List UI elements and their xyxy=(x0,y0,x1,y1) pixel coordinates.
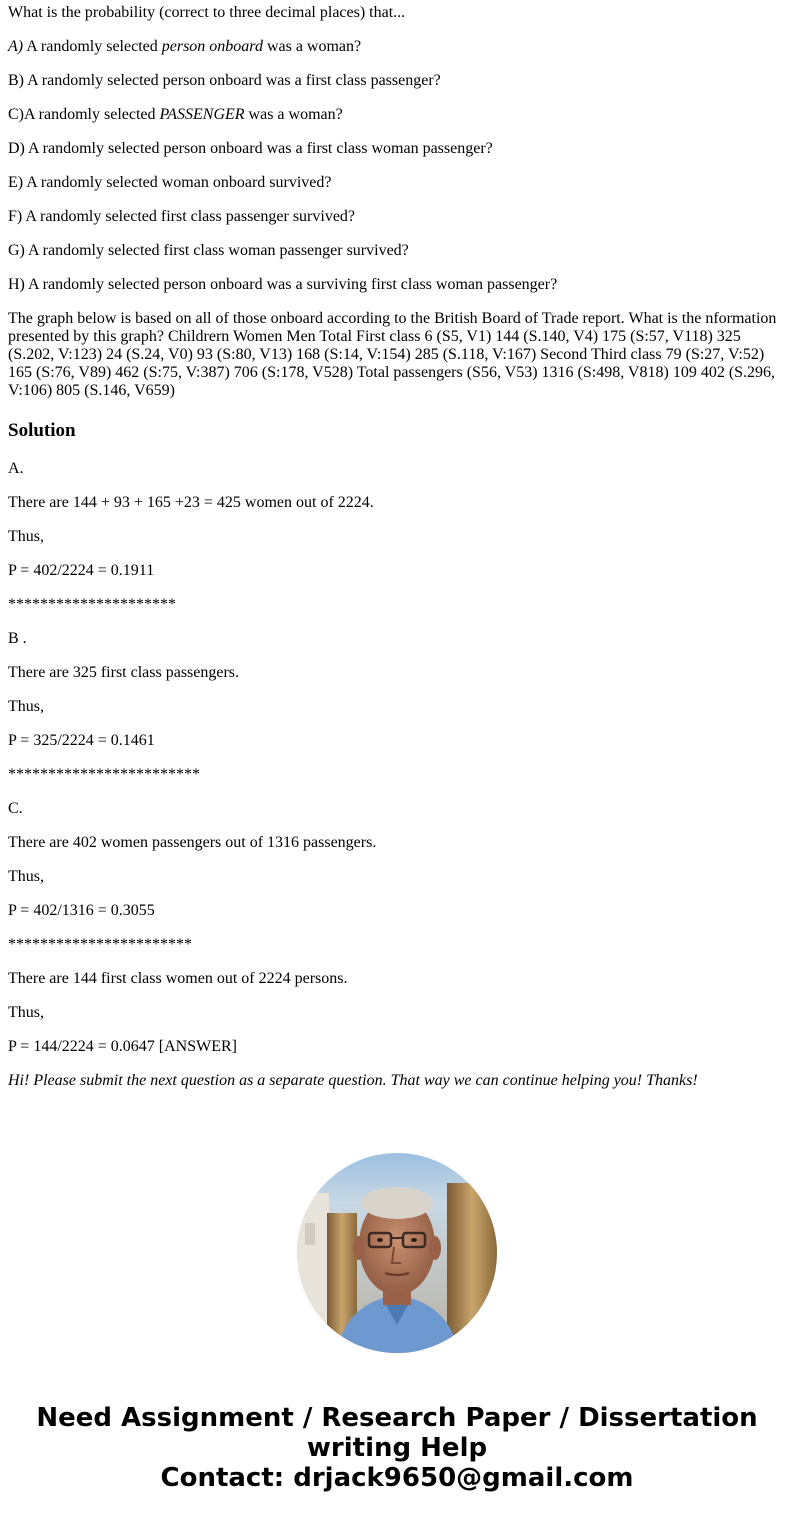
question-a-text-start: A randomly selected xyxy=(23,38,162,55)
solution-d-thus: Thus, xyxy=(8,1004,44,1021)
solution-c-result: P = 402/1316 = 0.3055 xyxy=(8,902,155,919)
separator: ************************ xyxy=(8,766,200,783)
contact-banner xyxy=(0,1403,794,1493)
question-f: F) A randomly selected first class passenger survived? xyxy=(8,208,356,225)
question-a-prefix: A) xyxy=(8,38,24,55)
solution-a-thus: Thus, xyxy=(8,528,44,545)
solution-b-statement: There are 325 first class passengers. xyxy=(8,664,240,681)
solution-a-result: P = 402/2224 = 0.1911 xyxy=(8,562,155,579)
solution-d-result: P = 144/2224 = 0.0647 [ANSWER] xyxy=(8,1038,238,1055)
tutor-portrait-image xyxy=(297,1153,497,1353)
question-g: G) A randomly selected first class woman passenger survived? xyxy=(8,242,409,259)
closing-note xyxy=(8,1072,786,1090)
solution-heading: Solution xyxy=(8,420,76,441)
contact-banner-line-2: writing Help xyxy=(306,1433,488,1463)
question-a xyxy=(8,38,786,56)
closing-note-text: Hi! Please submit the next question as a separate question. That way we can continue helping you! Thanks! xyxy=(8,1072,698,1089)
question-c-emphasis: PASSENGER xyxy=(159,106,245,123)
solution-a-statement: There are 144 + 93 + 165 +23 = 425 women out of 2224. xyxy=(8,494,374,511)
solution-b-thus: Thus, xyxy=(8,698,44,715)
question-b: B) A randomly selected person onboard was a first class passenger? xyxy=(8,72,441,89)
question-d: D) A randomly selected person onboard was a first class woman passenger? xyxy=(8,140,493,157)
contact-email: Contact: drjack9650@gmail.com xyxy=(160,1463,634,1493)
contact-banner-line-1: Need Assignment / Research Paper / Dissertation xyxy=(36,1403,758,1433)
separator: *********************** xyxy=(8,936,192,953)
question-a-text-end: was a woman? xyxy=(262,38,362,55)
question-c-text-end: was a woman? xyxy=(244,106,343,123)
graph-description: The graph below is based on all of those onboard according to the British Board of Trade report. What is the nformation presented by this graph? Childrern Women Men Total First class 6 (S5, V1) 144 (S.140, V4) 175 (S:57, V118) 325 (S.202, V:123) 24 (S.24, V0) 93 (S:80, V13) 168 (S:14, V:154) 285 (S.118, V:167) Second Third class 79 (S:27, V:52) 165 (S:76, V89) 462 (S:75, V:387) 706 (S:178, V528) Total passengers (S56, V53) 1316 (S:498, V818) 109 402 (S.296, V:106) 805 (S.146, V659) xyxy=(8,310,777,399)
question-a-emphasis: person onboard xyxy=(161,38,263,55)
solution-b-result: P = 325/2224 = 0.1461 xyxy=(8,732,155,749)
tutor-avatar-photo xyxy=(297,1153,497,1353)
solution-c-label: C. xyxy=(8,800,23,817)
question-c-text-start: C)A randomly selected xyxy=(8,106,160,123)
solution-a-label: A. xyxy=(8,460,24,477)
question-intro: What is the probability (correct to three decimal places) that... xyxy=(8,4,406,21)
question-h: H) A randomly selected person onboard was a surviving first class woman passenger? xyxy=(8,276,558,293)
solution-b-label: B . xyxy=(8,630,27,647)
question-e: E) A randomly selected woman onboard survived? xyxy=(8,174,332,191)
question-c xyxy=(8,106,786,124)
solution-c-statement: There are 402 women passengers out of 1316 passengers. xyxy=(8,834,377,851)
solution-c-thus: Thus, xyxy=(8,868,44,885)
solution-d-statement: There are 144 first class women out of 2224 persons. xyxy=(8,970,348,987)
document-body xyxy=(8,0,786,1106)
separator: ********************* xyxy=(8,596,176,613)
